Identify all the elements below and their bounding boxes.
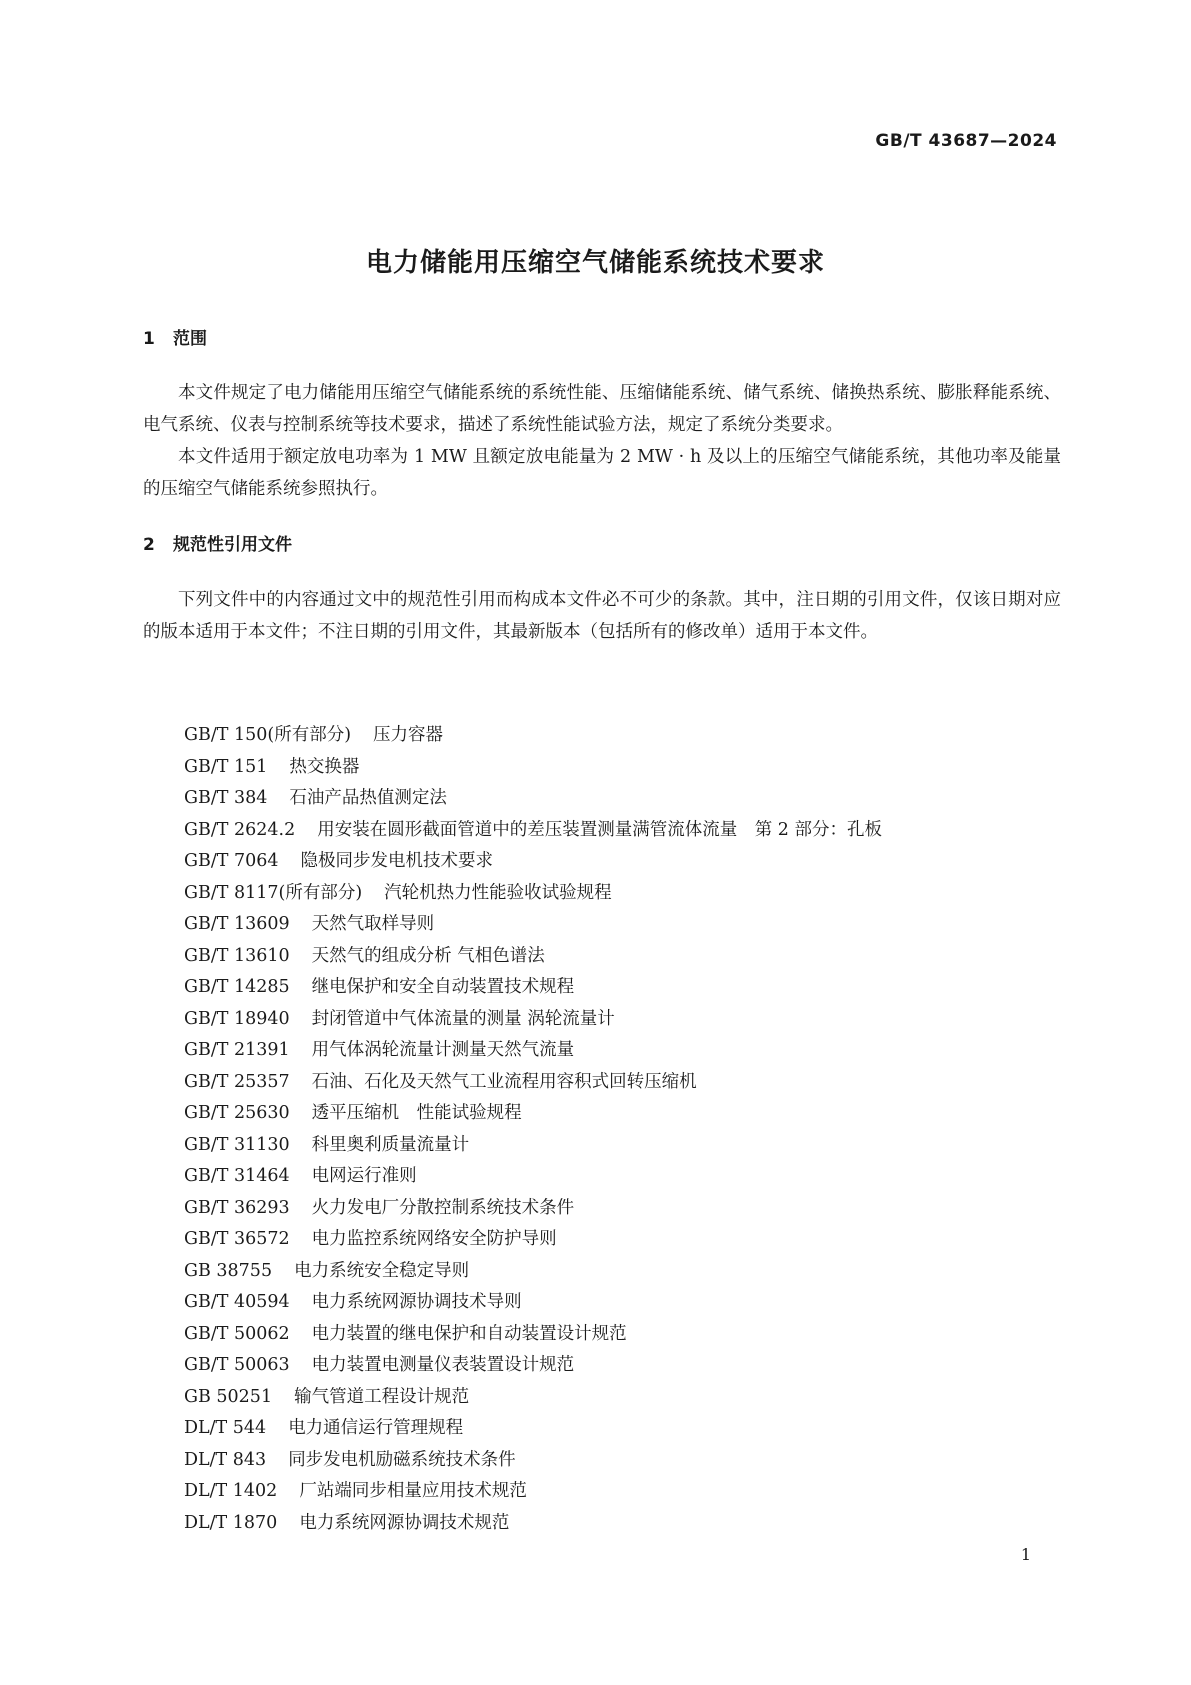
reference-item — [184, 1508, 882, 1540]
reference-code: GB/T 31130 — [184, 1134, 290, 1155]
reference-title: 汽轮机热力性能验收试验规程 — [384, 882, 612, 903]
section-2-title: 规范性引用文件 — [173, 535, 292, 555]
section-2-heading — [143, 530, 292, 555]
reference-item — [184, 752, 882, 784]
reference-title: 隐极同步发电机技术要求 — [300, 851, 494, 871]
reference-item — [184, 1445, 882, 1477]
reference-title: 热交换器 — [289, 756, 360, 777]
reference-code: DL/T 544 — [184, 1418, 267, 1438]
reference-code: GB 38755 — [184, 1260, 273, 1281]
section-1-paragraph-2: 本文件适用于额定放电功率为 1 MW 且额定放电能量为 2 MW · h 及以上的压缩空气储能系统，其他功率及能量的压缩空气储能系统参照执行。 — [143, 447, 1061, 499]
reference-item — [184, 1130, 882, 1162]
reference-item — [184, 941, 882, 973]
reference-title: 火力发电厂分散控制系统技术条件 — [311, 1197, 575, 1218]
page-number: 1 — [1020, 1545, 1031, 1564]
reference-item — [184, 1256, 882, 1288]
reference-code: GB/T 2624.2 — [184, 819, 296, 840]
reference-code: GB/T 14285 — [184, 977, 290, 997]
reference-item — [184, 846, 882, 878]
reference-item — [184, 1382, 882, 1414]
reference-code: DL/T 1402 — [184, 1481, 278, 1501]
reference-title: 封闭管道中气体流量的测量 涡轮流量计 — [311, 1008, 615, 1029]
reference-title: 电网运行准则 — [311, 1166, 417, 1186]
reference-title: 用安装在圆形截面管道中的差压装置测量满管流体流量 第 2 部分：孔板 — [317, 819, 882, 840]
reference-item — [184, 1287, 882, 1319]
reference-code: GB/T 31464 — [184, 1166, 290, 1186]
reference-title: 电力装置的继电保护和自动装置设计规范 — [311, 1323, 627, 1344]
reference-title: 电力装置电测量仪表装置设计规范 — [311, 1355, 575, 1375]
reference-code: GB/T 36293 — [184, 1197, 290, 1218]
reference-code: GB/T 21391 — [184, 1040, 290, 1060]
standard-code: GB/T 43687—2024 — [875, 131, 1057, 151]
section-1-title: 范围 — [173, 329, 207, 349]
reference-title: 同步发电机励磁系统技术条件 — [288, 1449, 516, 1470]
reference-item — [184, 783, 882, 815]
section-2-intro: 下列文件中的内容通过文中的规范性引用而构成本文件必不可少的条款。其中，注日期的引用文件，仅该日期对应的版本适用于本文件；不注日期的引用文件，其最新版本（包括所有的修改单）适用于本文件。 — [143, 590, 1061, 642]
reference-code: GB/T 8117(所有部分) — [184, 882, 363, 903]
reference-item — [184, 1035, 882, 1067]
reference-item — [184, 720, 882, 752]
reference-code: GB/T 18940 — [184, 1008, 290, 1029]
reference-title: 电力系统网源协调技术导则 — [311, 1292, 522, 1312]
reference-code: GB/T 25630 — [184, 1103, 290, 1123]
reference-title: 电力通信运行管理规程 — [288, 1418, 464, 1438]
reference-item — [184, 1476, 882, 1508]
reference-code: DL/T 1870 — [184, 1512, 278, 1533]
reference-title: 天然气的组成分析 气相色谱法 — [311, 945, 545, 966]
reference-title: 科里奥利质量流量计 — [311, 1134, 470, 1155]
reference-title: 石油产品热值测定法 — [289, 788, 447, 808]
reference-item — [184, 1067, 882, 1099]
reference-code: GB/T 7064 — [184, 851, 279, 871]
reference-title: 天然气取样导则 — [311, 914, 435, 934]
document-title: 电力储能用压缩空气储能系统技术要求 — [365, 248, 825, 278]
reference-list — [184, 720, 882, 1539]
reference-code: GB/T 36572 — [184, 1229, 290, 1249]
section-1-heading — [143, 324, 207, 349]
reference-title: 石油、石化及天然气工业流程用容积式回转压缩机 — [311, 1071, 697, 1092]
reference-title: 电力监控系统网络安全防护导则 — [311, 1229, 557, 1249]
reference-title: 压力容器 — [373, 725, 444, 745]
reference-code: GB/T 50062 — [184, 1323, 290, 1344]
reference-title: 透平压缩机 性能试验规程 — [311, 1103, 522, 1123]
reference-code: GB/T 40594 — [184, 1292, 290, 1312]
reference-title: 电力系统网源协调技术规范 — [299, 1512, 510, 1533]
reference-item — [184, 909, 882, 941]
reference-code: GB/T 25357 — [184, 1071, 290, 1092]
reference-item — [184, 1193, 882, 1225]
reference-code: GB/T 150(所有部分) — [184, 725, 352, 745]
section-1-number: 1 — [143, 329, 155, 349]
reference-item — [184, 1350, 882, 1382]
reference-code: GB/T 384 — [184, 788, 268, 808]
reference-code: DL/T 843 — [184, 1449, 267, 1470]
reference-title: 输气管道工程设计规范 — [294, 1386, 470, 1407]
reference-code: GB/T 50063 — [184, 1355, 290, 1375]
reference-code: GB 50251 — [184, 1386, 273, 1407]
reference-item — [184, 1098, 882, 1130]
reference-title: 电力系统安全稳定导则 — [294, 1260, 470, 1281]
section-2-number: 2 — [143, 535, 155, 555]
reference-item — [184, 1004, 882, 1036]
reference-item — [184, 1319, 882, 1351]
reference-item — [184, 972, 882, 1004]
reference-item — [184, 1413, 882, 1445]
section-1-paragraph-1: 本文件规定了电力储能用压缩空气储能系统的系统性能、压缩储能系统、储气系统、储换热系统、膨胀释能系统、电气系统、仪表与控制系统等技术要求，描述了系统性能试验方法，规定了系统分类要求。 — [143, 383, 1061, 435]
reference-title: 继电保护和安全自动装置技术规程 — [311, 977, 575, 997]
reference-item — [184, 815, 882, 847]
reference-code: GB/T 151 — [184, 756, 268, 777]
reference-item — [184, 1224, 882, 1256]
reference-title: 厂站端同步相量应用技术规范 — [299, 1481, 527, 1501]
reference-item — [184, 1161, 882, 1193]
reference-item — [184, 878, 882, 910]
reference-code: GB/T 13609 — [184, 914, 290, 934]
reference-title: 用气体涡轮流量计测量天然气流量 — [311, 1040, 575, 1060]
reference-code: GB/T 13610 — [184, 945, 290, 966]
